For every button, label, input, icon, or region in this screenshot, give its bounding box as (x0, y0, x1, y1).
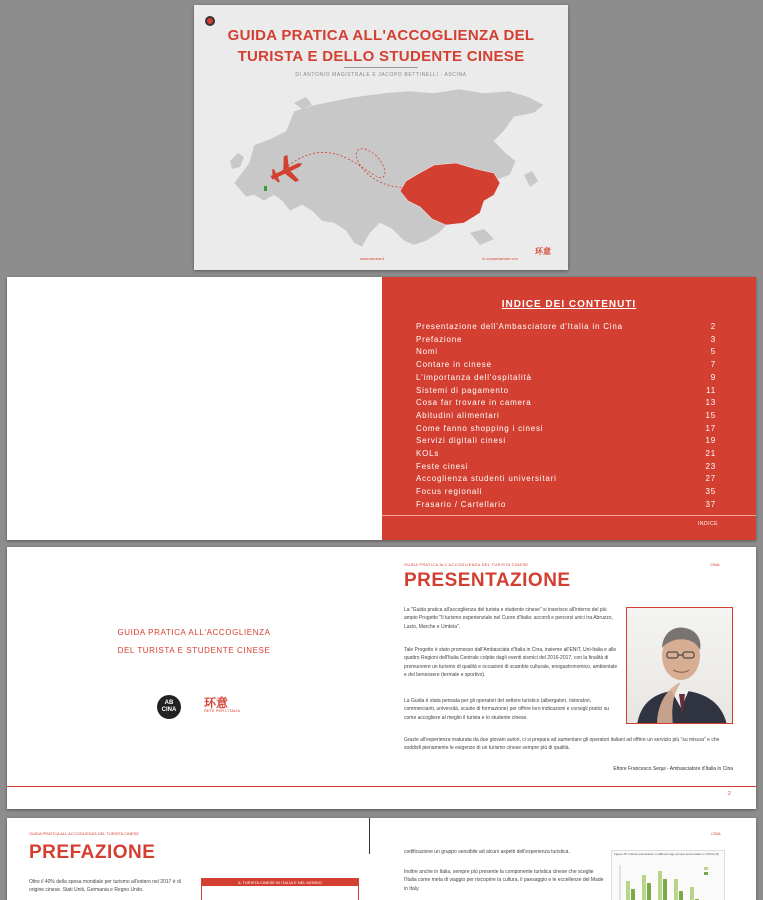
toc-item-label: Come fanno shopping i cinesi (416, 423, 544, 433)
toc-item[interactable] (416, 500, 716, 513)
cover-title-line1: GUIDA PRATICA ALL'ACCOGLIENZA DEL (227, 27, 535, 44)
toc-footer-divider (382, 515, 756, 516)
toc-item-page: 5 (710, 347, 716, 357)
toc-item[interactable] (416, 449, 716, 462)
ambassador-portrait (626, 607, 733, 724)
toc-item-page: 7 (710, 360, 716, 370)
toc-item-page: 2 (710, 322, 716, 331)
info-box (201, 878, 359, 900)
figure-title: Figure 35. Interest penetration in different age groups and location in China (%) (614, 852, 720, 856)
toc-item-page: 21 (705, 449, 716, 458)
toc-item-page: 15 (705, 410, 716, 420)
ab-logo-top: AB (164, 700, 174, 706)
toc-item[interactable] (416, 424, 716, 437)
toc-item-page: 37 (705, 499, 716, 509)
toc-item-page: 35 (705, 487, 716, 497)
page-title: PRESENTAZIONE (404, 570, 571, 591)
info-box-heading: IL TURISTA CINESE IN ITALIA E NEL MONDO (202, 879, 358, 886)
huanyi-logo-icon: 环意 (204, 696, 229, 710)
toc-item-page: 23 (705, 461, 716, 471)
cover-authors: DI ANTONIO MAGISTRALE E JACOPO BETTINELLI · ASCINA (295, 72, 467, 78)
toc-item-label: Focus regionali (416, 487, 483, 497)
toc-heading: INDICE DEI CONTENUTI (501, 299, 637, 310)
running-head-left: GUIDA PRATICA ALL'ACCOGLIENZA DEL TURISTA CINESE (29, 831, 139, 836)
ab-cina-logo-icon (157, 695, 181, 719)
toc-item-label: Accoglienza studenti universitari (416, 474, 557, 484)
page-number: 2 (728, 791, 731, 797)
eurasia-map-icon (194, 83, 568, 253)
huanyi-logo-subtitle: RETE PER L'ITALIA (204, 708, 241, 713)
toc-item[interactable] (416, 373, 716, 386)
guide-title (7, 624, 381, 660)
toc-item-label: Cosa far trovare in camera (416, 398, 532, 408)
toc-item-label: Abitudini alimentari (416, 410, 500, 420)
preface-spread (7, 818, 756, 900)
cover-site-link[interactable]: www.ascina.it (360, 256, 385, 261)
guide-title-line2: DEL TURISTA E STUDENTE CINESE (117, 646, 271, 655)
body-paragraph: Tale Progetto è stato promosso dall'Ambasciata d'Italia in Cina, insieme all'ENIT, Uni-Italia e alle quattro Regioni dell'Italia Centrale colpite dagli eventi sismici del 2016-2017, con la finalità di promuovere un turismo di qualità e occasioni di scambio culturale, enogastronomico, ambientale e del benessere (termale e sportivo). (404, 647, 618, 679)
toc-item-label: Contare in cinese (416, 360, 492, 370)
toc-item-page: 3 (710, 334, 716, 344)
toc-item[interactable] (416, 436, 716, 449)
toc-item[interactable] (416, 360, 716, 373)
italy-marker (264, 186, 267, 191)
toc-spread (7, 277, 756, 540)
running-head-right: CINA (710, 562, 720, 567)
toc-item-label: Feste cinesi (416, 461, 469, 471)
presentation-spread (7, 547, 756, 809)
toc-item[interactable] (416, 411, 716, 424)
body-paragraph: La "Guida pratica all'accoglienza del turista e studente cinese" si inserisce all'interno del più ampio Progetto "Il turismo esperienziale nel Cuore d'Italia: accordi e percorsi unici tra Abruzzo, Lazio, Marche e Umbria". (404, 607, 613, 630)
toc-footer-label: INDICE (698, 521, 718, 527)
toc-item[interactable] (416, 462, 716, 475)
toc-item[interactable] (416, 487, 716, 500)
cover-page (194, 5, 568, 270)
signature-line: Ettore Francesco Sequi - Ambasciatore d'Italia in Cina (613, 766, 733, 772)
toc-item-page: 11 (706, 385, 716, 395)
toc-item-page: 13 (705, 398, 716, 408)
body-paragraph: Inoltre anche in Italia, sempre più presente la componente turistica cinese che sceglie l'Italia come meta di viaggio per riscoprire la cultura, il paesaggio e le eccellenze del Made in Italy. (404, 869, 604, 892)
toc-item-label: Prefazione (416, 334, 463, 344)
toc-item-page: 27 (705, 474, 716, 484)
toc-item[interactable] (416, 386, 716, 399)
toc-item-label: Servizi digitali cinesi (416, 436, 506, 446)
toc-item[interactable] (416, 474, 716, 487)
toc-item-label: Sistemi di pagamento (416, 385, 509, 395)
toc-item-label: Nomi (416, 347, 438, 357)
cover-title (194, 25, 568, 67)
toc-item[interactable] (416, 398, 716, 411)
cover-title-line2: TURISTA E DELLO STUDENTE CINESE (237, 48, 525, 65)
body-paragraph: La Guida è stata pensata per gli operatori del settore turistico (albergatori, ristoratori, commercianti, università, scuole di formazione) per offrire loro indicazioni e consigli pratici su come accogliere al meglio il turista e lo studente cinese. (404, 698, 609, 721)
running-head-right: CINA (711, 831, 721, 836)
toc-item-page: 9 (710, 372, 716, 382)
page-title: PREFAZIONE (29, 842, 156, 863)
toc-item-page: 19 (705, 436, 716, 446)
toc-item[interactable] (416, 322, 716, 335)
toc-panel (382, 277, 756, 540)
ab-logo-bottom: CINA (161, 707, 177, 713)
huanyi-logo-icon: 环意 (535, 247, 551, 256)
toc-item-page: 17 (705, 423, 716, 433)
guide-title-line1: GUIDA PRATICA ALL'ACCOGLIENZA (117, 628, 271, 637)
body-paragraph: codificazione un gruppo sensibile ad alcuni aspetti dell'esperienza turistica. (404, 849, 570, 855)
bar-chart-icon (616, 861, 720, 900)
figure-chart (611, 850, 725, 900)
page-separator (369, 818, 370, 854)
cover-divider (344, 67, 418, 68)
toc-item-label: L'importanza dell'ospitalità (416, 372, 532, 382)
toc-item[interactable] (416, 335, 716, 348)
body-paragraph: Oltre il 40% della spesa mondiale per turismo all'estero nel 2017 è di origine cinese. Stati Uniti, Germania e Regno Unito. (29, 879, 181, 894)
running-head-left: GUIDA PRATICA ALL'ACCOGLIENZA DEL TURISTA CINESE (404, 562, 529, 567)
toc-item-label: Frasario / Cartellario (416, 499, 507, 509)
body-paragraph: Grazie all'esperienza maturata da due giovani autori, ci si prepara ad aumentare gli operatori italiani ad offrire un servizio più "su misura" e che soddisfi pienamente le esigenze di un turismo cinese sempre più di qualità. (404, 737, 720, 752)
cover-cooperation-text: in cooperazione con (482, 256, 518, 261)
toc-item-label: KOLs (416, 449, 440, 458)
toc-item-label: Presentazione dell'Ambasciatore d'Italia in Cina (416, 322, 623, 331)
toc-item[interactable] (416, 347, 716, 360)
page-divider (7, 786, 756, 787)
portrait-photo-icon (627, 608, 733, 724)
